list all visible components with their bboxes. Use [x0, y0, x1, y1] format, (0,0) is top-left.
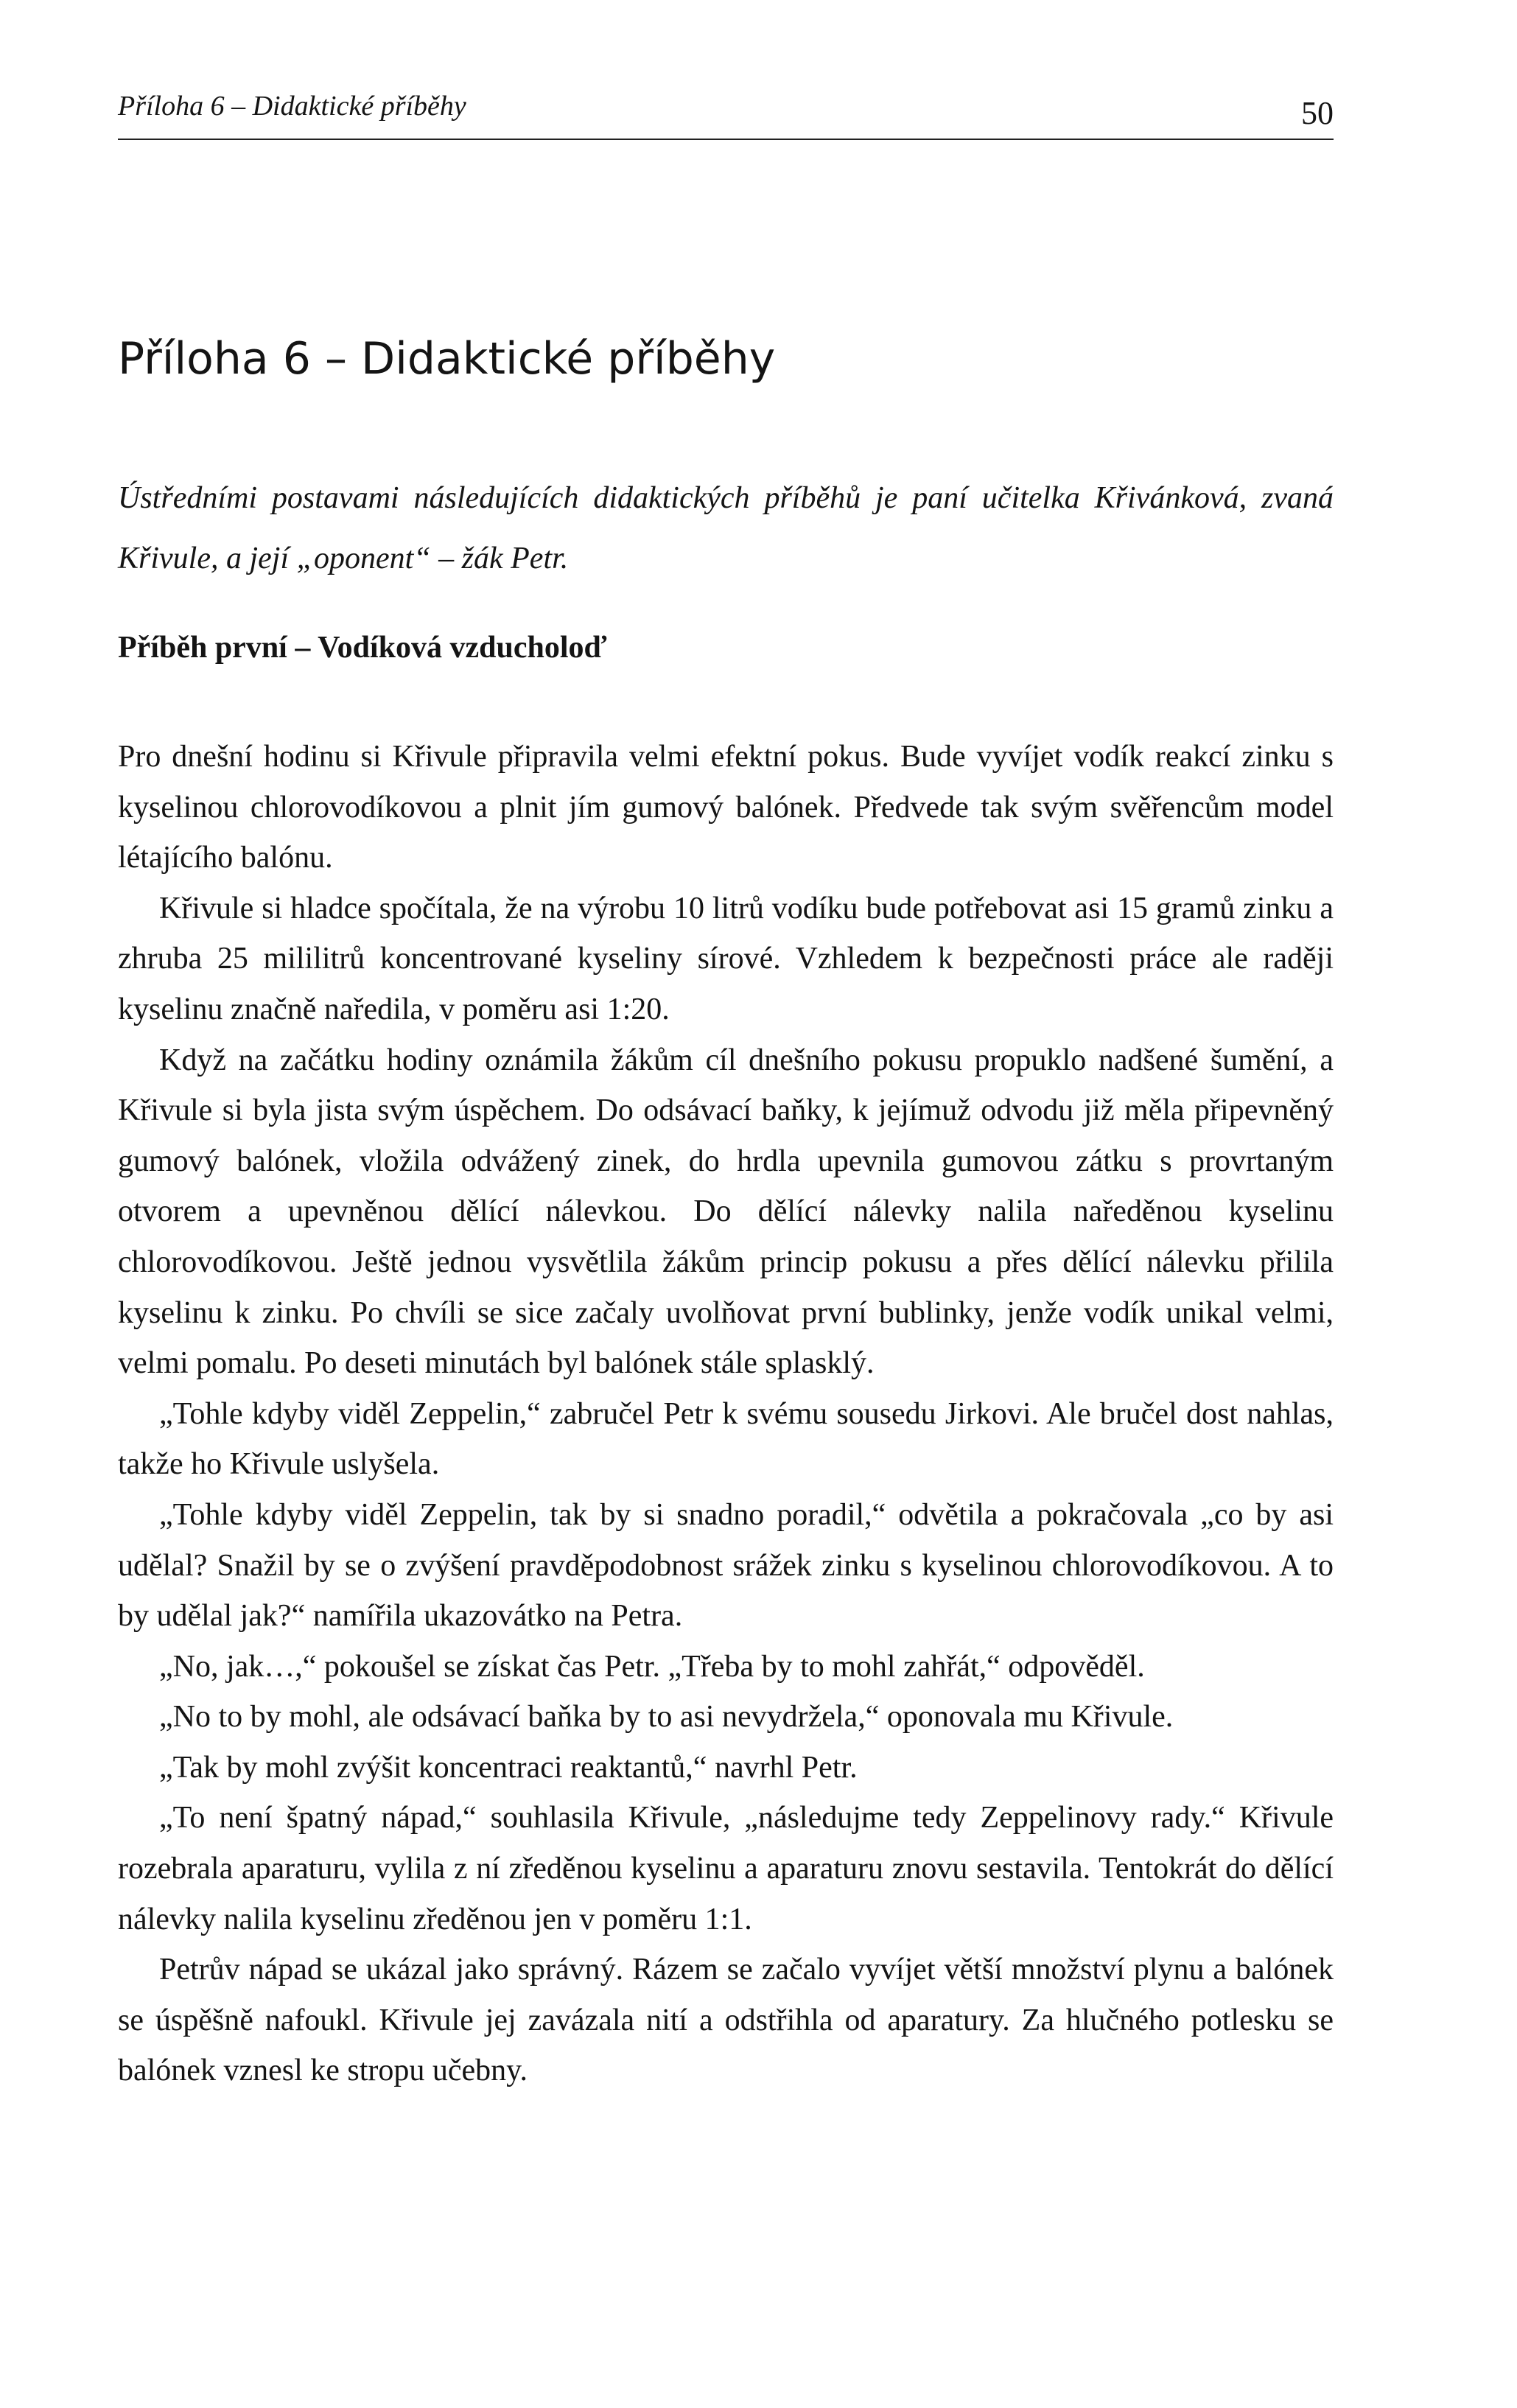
story-paragraph: „No, jak…,“ pokoušel se získat čas Petr. „Třeba by to mohl zahřát,“ odpověděl.: [159, 1649, 1145, 1684]
running-header: [118, 87, 1334, 140]
appendix-title: Příloha 6 – Didaktické příběhy: [118, 333, 776, 385]
page-number: 50: [1301, 95, 1334, 131]
story-paragraph: „Tohle kdyby viděl Zeppelin,“ zabručel Petr k svému sousedu Jirkovi. Ale bručel dost nahlas, takže ho Křivule uslyšela.: [118, 1396, 1334, 1482]
story-title: Příběh první – Vodíková vzducholoď: [118, 631, 607, 665]
story-body: [118, 732, 1334, 2096]
story-paragraph: Když na začátku hodiny oznámila žákům cíl dnešního pokusu propuklo nadšené šumění, a Křivule si byla jista svým úspěchem. Do odsávací baňky, k jejímuž odvodu již měla připevněný gumový balónek, vložila odvážený zinek, do hrdla upevnila gumovou zátku s provrtaným otvorem a upevněnou dělící nálevkou. Do dělící nálevky nalila naředěnou kyselinu chlorovodíkovou. Ještě jednou vysvětlila žákům princip pokusu a přes dělící nálevku přilila kyselinu k zinku. Po chvíli se sice začaly uvolňovat první bublinky, jenže vodík unikal velmi, velmi pomalu. Po deseti minutách byl balónek stále splasklý.: [118, 1043, 1334, 1381]
story-paragraph: „To není špatný nápad,“ souhlasila Křivule, „následujme tedy Zeppelinovy rady.“ Křivule rozebrala aparaturu, vylila z ní zředěnou kyselinu a aparaturu znovu sestavila. Tentokrát do dělící nálevky nalila kyselinu zředěnou jen v poměru 1:1.: [118, 1801, 1334, 1936]
story-paragraph: „Tohle kdyby viděl Zeppelin, tak by si snadno poradil,“ odvětila a pokračovala „co by asi udělal? Snažil by se o zvýšení pravděpodobnost srážek zinku s kyselinou chlorovodíkovou. A to by udělal jak?“ namířila ukazovátko na Petra.: [118, 1497, 1334, 1634]
story-paragraph: Pro dnešní hodinu si Křivule připravila velmi efektní pokus. Bude vyvíjet vodík reakcí zinku s kyselinou chlorovodíkovou a plnit jím gumový balónek. Předvede tak svým svěřencům model létajícího balónu.: [118, 740, 1334, 875]
story-paragraph: Petrův nápad se ukázal jako správný. Rázem se začalo vyvíjet větší množství plynu a balónek se úspěšně nafoukl. Křivule jej zavázala nití a odstřihla od aparatury. Za hlučného potlesku se balónek vznesl ke stropu učebny.: [118, 1953, 1334, 2088]
running-header-title: Příloha 6 – Didaktické příběhy: [118, 91, 466, 122]
story-paragraph: „No to by mohl, ale odsávací baňka by to asi nevydržela,“ oponovala mu Křivule.: [159, 1700, 1174, 1735]
story-paragraph: Křivule si hladce spočítala, že na výrobu 10 litrů vodíku bude potřebovat asi 15 gramů zinku a zhruba 25 mililitrů koncentrované kyseliny sírové. Vzhledem k bezpečnosti práce ale raději kyselinu značně naředila, v poměru asi 1:20.: [118, 891, 1334, 1026]
intro-paragraph: Ústředními postavami následujících didaktických příběhů je paní učitelka Křivánková, zvaná Křivule, a její „oponent“ – žák Petr.: [118, 481, 1334, 575]
story-paragraph: „Tak by mohl zvýšit koncentraci reaktantů,“ navrhl Petr.: [159, 1750, 858, 1785]
